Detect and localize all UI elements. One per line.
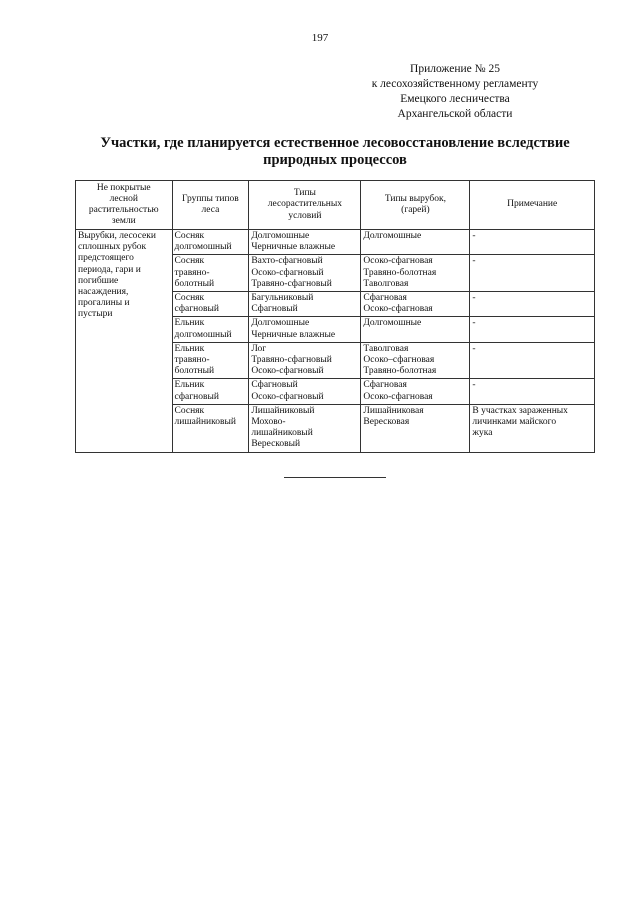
cell-text-line: - [472,231,476,241]
cell-text-line: сплошных рубок [78,242,147,253]
cell-forest-type-group [172,255,249,292]
cell-text-line: Осоко-сфагновая [363,256,433,267]
cell-text-line: Сфагновый [251,304,298,315]
cell-growing-conditions [249,317,361,342]
cell-text-line: лесорастительных [267,199,342,210]
cell-note [470,230,595,255]
cell-text-line: Сосняк [174,293,205,304]
cell-text-line: Не покрытые [96,182,151,193]
cell-forest-type-group [172,230,249,255]
cell-text-line: травяно- [174,267,210,278]
cell-text-line: лесной [109,193,138,204]
table-body [76,230,595,453]
cell-text-line: насаждения, [78,287,129,298]
cell-text-line: Мохово- [251,417,286,428]
cell-text-line: Примечание [507,199,558,210]
cell-text-line: - [472,256,476,267]
footnote-divider [284,477,386,478]
cell-growing-conditions [249,230,361,255]
cell-text-line: Сосняк [174,231,205,241]
table-header-row [76,181,595,230]
cell-text-line: Группы типов [182,193,239,204]
cell-text-line: - [472,380,476,391]
cell-text-line: предстоящего [78,253,134,264]
cell-text-line: Сосняк [174,256,205,267]
cell-text-line: - [472,293,476,304]
cell-text-line: (гарей) [401,205,430,215]
cell-text-line: Долгомошные [363,318,422,329]
cell-text-line: долгомошный [174,242,232,253]
cell-growing-conditions [249,379,361,404]
cell-text-line: погибшие [78,275,119,286]
cell-text-line: земли [111,216,136,227]
cell-text-line: Лог [251,343,267,354]
cell-text-line: лишайниковый [251,428,313,439]
cell-text-line: прогалины и [78,298,130,309]
cell-text-line: Осоко-сфагновый [251,391,324,402]
cell-text-line: личинками майского [472,417,557,428]
cell-text-line: долгомошный [174,329,232,340]
header-clearing-types [361,181,470,230]
cell-clearing-types [361,292,470,317]
cell-text-line: Ельник [174,343,205,354]
cell-growing-conditions [249,292,361,317]
cell-text-line: травяно- [174,355,210,366]
cell-text-line: Вырубки, лесосеки [78,231,156,241]
cell-text-line: пустыри [78,309,113,320]
cell-clearing-types [361,404,470,452]
cell-forest-type-group [172,292,249,317]
cell-growing-conditions [249,255,361,292]
cell-text-line: Травяно-сфагновый [251,355,332,366]
cell-note [470,342,595,379]
cell-forest-type-group [172,379,249,404]
cell-text-line: Таволговая [363,343,409,354]
cell-growing-conditions [249,404,361,452]
cell-text-line: - [472,343,476,354]
cell-text-line: Вересковая [363,417,410,428]
cell-text-line: Долгомошные [363,231,422,241]
cell-text-line: леса [201,205,220,215]
cell-text-line: Черничные влажные [251,242,336,253]
appendix-line: Архангельской области [397,108,513,120]
cell-text-line: растительностью [88,205,159,215]
cell-text-line: Багульниковый [251,293,314,304]
cell-text-line: Травяно-болотная [363,267,437,278]
cell-text-line: Долгомошные [251,318,310,329]
cell-clearing-types [361,230,470,255]
cell-text-line: - [472,318,476,329]
cell-text-line: Долгомошные [251,231,310,241]
cell-text-line: Типы [293,188,316,199]
cell-text-line: Черничные влажные [251,329,336,340]
cell-note [470,317,595,342]
cell-note [470,379,595,404]
header-growing-conditions [249,181,361,230]
cell-clearing-types [361,379,470,404]
document-title [60,135,610,169]
cell-text-line: Сосняк [174,405,205,416]
cell-note [470,255,595,292]
cell-text-line: Осоко-сфагновая [363,304,433,315]
cell-clearing-types [361,342,470,379]
table-row [76,230,595,255]
cell-text-line: Сфагновая [363,293,407,304]
header-land-category [76,181,173,230]
cell-text-line: болотный [174,366,215,377]
reforestation-table [75,180,595,453]
cell-note [470,404,595,452]
cell-text-line: лишайниковый [174,417,236,428]
cell-text-line: Сфагновый [251,380,298,391]
cell-clearing-types [361,317,470,342]
cell-text-line: жука [472,428,493,439]
cell-text-line: Ельник [174,380,205,391]
cell-text-line: Осоко-сфагновая [363,391,433,402]
cell-text-line: сфагновый [174,391,219,402]
cell-text-line: болотный [174,278,215,289]
cell-text-line: Сфагновая [363,380,407,391]
cell-clearing-types [361,255,470,292]
cell-text-line: Таволговая [363,278,409,289]
appendix-line: Емецкого лесничества [400,93,510,105]
appendix-line: к лесохозяйственному регламенту [371,78,539,90]
cell-growing-conditions [249,342,361,379]
header-note [470,181,595,230]
cell-text-line: В участках зараженных [472,405,568,416]
cell-text-line: Вахто-сфагновый [251,256,323,267]
cell-forest-type-group [172,404,249,452]
cell-text-line: Лишайниковый [251,405,315,416]
cell-text-line: Вересковый [251,439,301,450]
cell-text-line: Осоко–сфагновая [363,355,435,366]
page-number: 197 [311,32,329,44]
cell-note [470,292,595,317]
title-line: природных процессов [263,152,407,168]
cell-text-line: Травяно-сфагновый [251,278,332,289]
cell-text-line: Лишайниковая [363,405,424,416]
header-forest-type-group [172,181,249,230]
appendix-line: Приложение № 25 [410,63,500,75]
cell-text-line: Травяно-болотная [363,366,437,377]
cell-text-line: Осоко-сфагновый [251,267,324,278]
cell-text-line: сфагновый [174,304,219,315]
cell-land-category [76,230,173,453]
cell-text-line: Осоко-сфагновый [251,366,324,377]
cell-text-line: условий [288,210,322,221]
cell-text-line: Типы вырубок, [384,193,446,204]
cell-forest-type-group [172,317,249,342]
cell-forest-type-group [172,342,249,379]
cell-text-line: Ельник [174,318,205,329]
cell-text-line: периода, гари и [78,264,141,275]
appendix-reference [330,62,580,122]
title-line: Участки, где планируется естественное лесовосстановление вследствие [100,135,570,151]
